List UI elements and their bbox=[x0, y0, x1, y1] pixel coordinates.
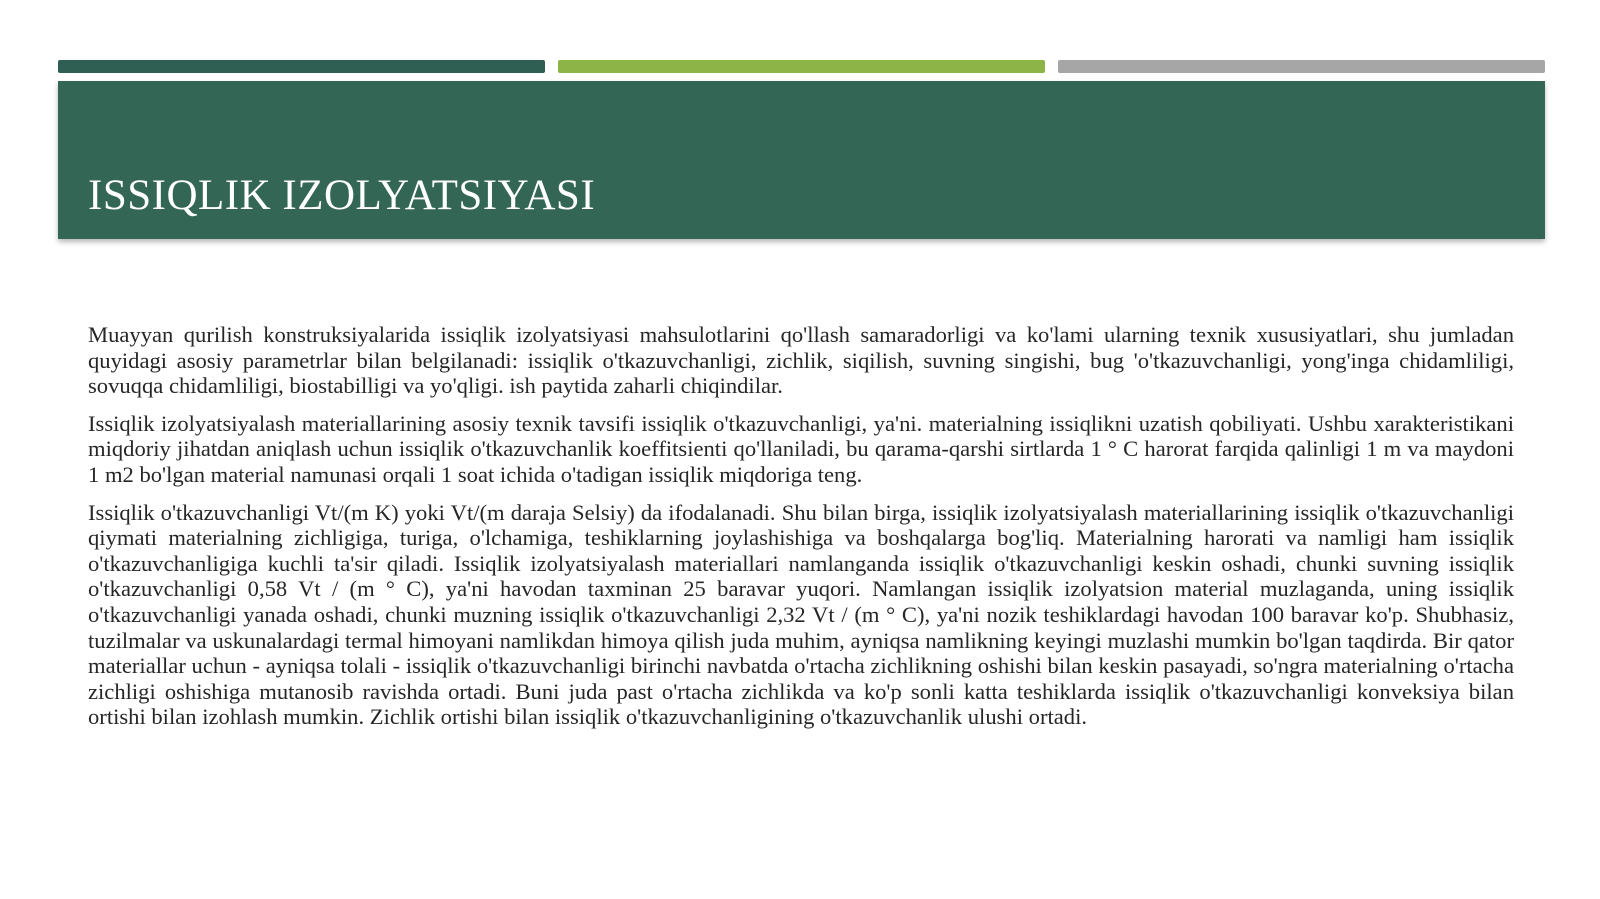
slide-title: ISSIQLIK IZOLYATSIYASI bbox=[88, 172, 596, 219]
body-text bbox=[88, 322, 1514, 742]
paragraph-3: Issiqlik o'tkazuvchanligi Vt/(m K) yoki Vt/(m daraja Selsiy) da ifodalanadi. Shu bilan birga, issiqlik izolyatsiyalash materiallarining issiqlik o'tkazuvchanligi qiymati materialning zichligiga, turiga, o'lchamiga, teshiklarning joylashishiga va boshqalarga bog'liq. Materialning harorati va namligi ham issiqlik o'tkazuvchanligiga kuchli ta'sir qiladi. Issiqlik izolyatsiyalash materiallari namlanganda issiqlik o'tkazuvchanligi keskin oshadi, chunki suvning issiqlik o'tkazuvchanligi 0,58 Vt / (m ° C), ya'ni havodan taxminan 25 baravar yuqori. Namlangan issiqlik izolyatsion material muzlaganda, uning issiqlik o'tkazuvchanligi yanada oshadi, chunki muzning issiqlik o'tkazuvchanligi 2,32 Vt / (m ° C), ya'ni nozik teshiklardagi havodan 100 baravar ko'p. Shubhasiz, tuzilmalar va uskunalardagi termal himoyani namlikdan himoya qilish juda muhim, ayniqsa namlikning keyingi muzlashi mumkin bo'lgan taqdirda. Bir qator materiallar uchun - ayniqsa tolali - issiqlik o'tkazuvchanligi birinchi navbatda o'rtacha zichlikning oshishi bilan keskin pasayadi, so'ngra materialning o'rtacha zichligi oshishiga mutanosib ravishda ortadi. Buni juda past o'rtacha zichlikda va ko'p sonli katta teshiklarda issiqlik o'tkazuvchanligi konveksiya bilan ortishi bilan izohlash mumkin. Zichlik ortishi bilan issiqlik o'tkazuvchanligining o'tkazuvchanlik ulushi ortadi. bbox=[88, 499, 1514, 730]
title-band bbox=[58, 81, 1545, 239]
accent-bar-green bbox=[558, 60, 1045, 73]
paragraph-1: Muayyan qurilish konstruksiyalarida issiqlik izolyatsiyasi mahsulotlarini qo'llash samaradorligi va ko'lami ularning texnik xususiyatlari, shu jumladan quyidagi asosiy parametrlar bilan belgilanadi: issiqlik o'tkazuvchanligi, zichlik, siqilish, suvning singishi, bug 'o'tkazuvchanligi, yong'inga chidamliligi, sovuqqa chidamliligi, biostabilligi va yo'qligi. ish paytida zaharli chiqindilar. bbox=[88, 322, 1514, 399]
accent-bar-dark bbox=[58, 60, 545, 73]
paragraph-2: Issiqlik izolyatsiyalash materiallarining asosiy texnik tavsifi issiqlik o'tkazuvchanligi, ya'ni. materialning issiqlikni uzatish qobiliyati. Ushbu xarakteristikani miqdoriy jihatdan aniqlash uchun issiqlik o'tkazuvchanlik koeffitsienti qo'llaniladi, bu qarama-qarshi sirtlarda 1 ° C harorat farqida qalinligi 1 m va maydoni 1 m2 bo'lgan material namunasi orqali 1 soat ichida o'tadigan issiqlik miqdoriga teng. bbox=[88, 410, 1514, 487]
accent-bar-gray bbox=[1058, 60, 1545, 73]
